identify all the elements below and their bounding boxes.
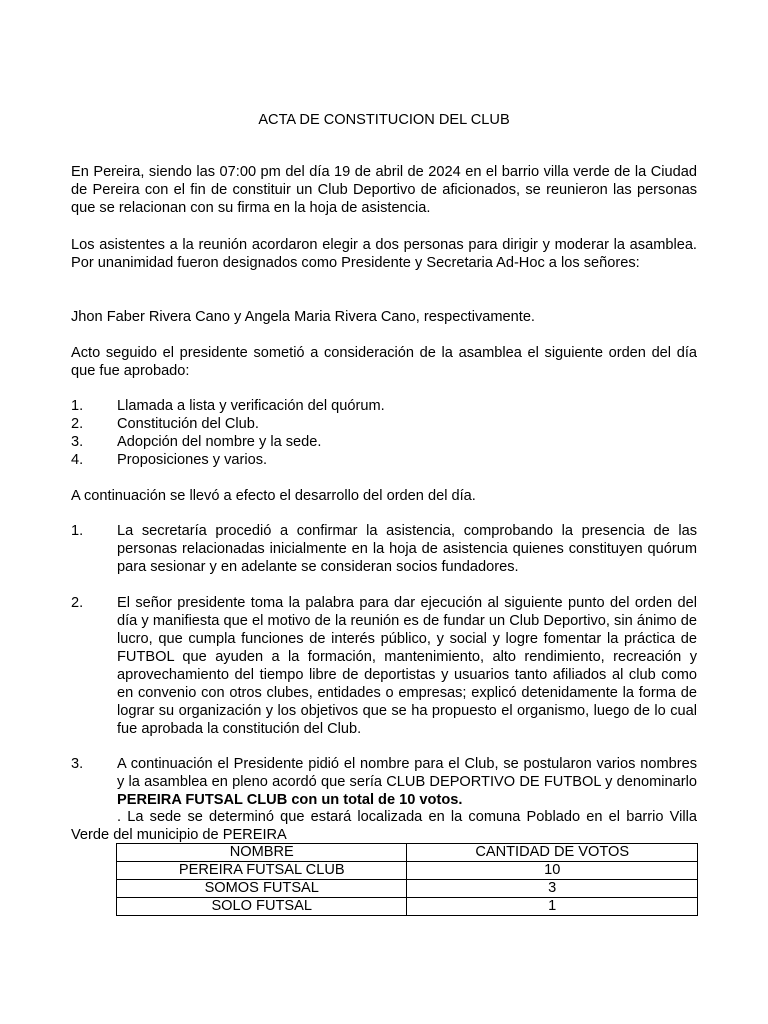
agenda-item-text: Llamada a lista y verificación del quórum. [117, 398, 385, 414]
votes-table-cell-name: PEREIRA FUTSAL CLUB [117, 862, 407, 880]
votes-table-cell-votes: 10 [407, 862, 698, 880]
agenda-item-number: 1. [71, 398, 84, 414]
votes-table-cell-name: SOMOS FUTSAL [117, 880, 407, 898]
agenda-item-text: Constitución del Club. [117, 416, 259, 432]
agenda-item [71, 397, 697, 415]
table-row [117, 898, 698, 916]
agenda-item-number: 2. [71, 416, 84, 432]
seat-note: . La sede se determinó que estará localizada en la comuna Poblado en el barrio Villa Verde del municipio de PEREIRA [71, 809, 697, 843]
votes-table-cell-votes: 3 [407, 880, 698, 898]
votes-table-cell-name: SOLO FUTSAL [117, 898, 407, 916]
agenda-item-text: Adopción del nombre y la sede. [117, 434, 322, 450]
development-item-number: 1. [71, 523, 84, 539]
votes-table-header-name: NOMBRE [117, 844, 407, 862]
agenda-intro-paragraph: Acto seguido el presidente sometió a consideración de la asamblea el siguiente orden del día que fue aprobado: [71, 345, 697, 379]
development-item-number: 3. [71, 756, 84, 772]
intro-paragraph: En Pereira, siendo las 07:00 pm del día 19 de abril de 2024 en el barrio villa verde de la Ciudad de Pereira con el fin de constituir un Club Deportivo de aficionados, se reunieron las personas que se relacionan con su firma en la hoja de asistencia. [71, 164, 697, 216]
development-item-text: La secretaría procedió a confirmar la asistencia, comprobando la presencia de las personas relacionadas inicialmente en la hoja de asistencia quienes constituyen quórum para sesionar y en adelante se consideran socios fundadores. [117, 523, 697, 575]
agenda-item [71, 415, 697, 433]
votes-table-header-row [117, 844, 698, 862]
agenda-item [71, 433, 697, 451]
development-item-number: 2. [71, 595, 84, 611]
votes-table [116, 843, 698, 916]
development-intro-paragraph: A continuación se llevó a efecto el desarrollo del orden del día. [71, 488, 476, 504]
document-title: ACTA DE CONSTITUCION DEL CLUB [258, 112, 510, 128]
agenda-item [71, 451, 697, 469]
votes-table-header-votes: CANTIDAD DE VOTOS [407, 844, 698, 862]
table-row [117, 880, 698, 898]
votes-table-cell-votes: 1 [407, 898, 698, 916]
agenda-item-number: 4. [71, 452, 84, 468]
agenda-item-number: 3. [71, 434, 84, 450]
development-item-text-bold: PEREIRA FUTSAL CLUB con un total de 10 votos. [117, 792, 463, 808]
development-item-text [117, 755, 697, 809]
agenda-item-text: Proposiciones y varios. [117, 452, 268, 468]
table-row [117, 862, 698, 880]
development-item-text-plain: A continuación el Presidente pidió el nombre para el Club, se postularon varios nombres y la asamblea en pleno acordó que sería CLUB DEPORTIVO DE FUTBOL y denominarlo [117, 756, 697, 790]
assistants-paragraph: Los asistentes a la reunión acordaron elegir a dos personas para dirigir y moderar la asamblea. Por unanimidad fueron designados como Presidente y Secretaria Ad-Hoc a los señores: [71, 237, 697, 271]
development-item-text: El señor presidente toma la palabra para dar ejecución al siguiente punto del orden del día y manifiesta que el motivo de la reunión es de fundar un Club Deportivo, sin ánimo de lucro, que cumpla funciones de interés público, y social y logre fomentar la práctica de FUTBOL que ayuden a la formación, mantenimiento, alto rendimiento, recreación y aprovechamiento del tiempo libre de deportistas y usuarios tanto afiliados al club como en convenio con otros clubes, entidades o empresas; explicó detenidamente la forma de lograr su organización y los objetivos que se ha propuesto el organismo, luego de lo cual fue aprobada la constitución del Club. [117, 595, 697, 737]
designees-paragraph: Jhon Faber Rivera Cano y Angela Maria Rivera Cano, respectivamente. [71, 309, 535, 325]
